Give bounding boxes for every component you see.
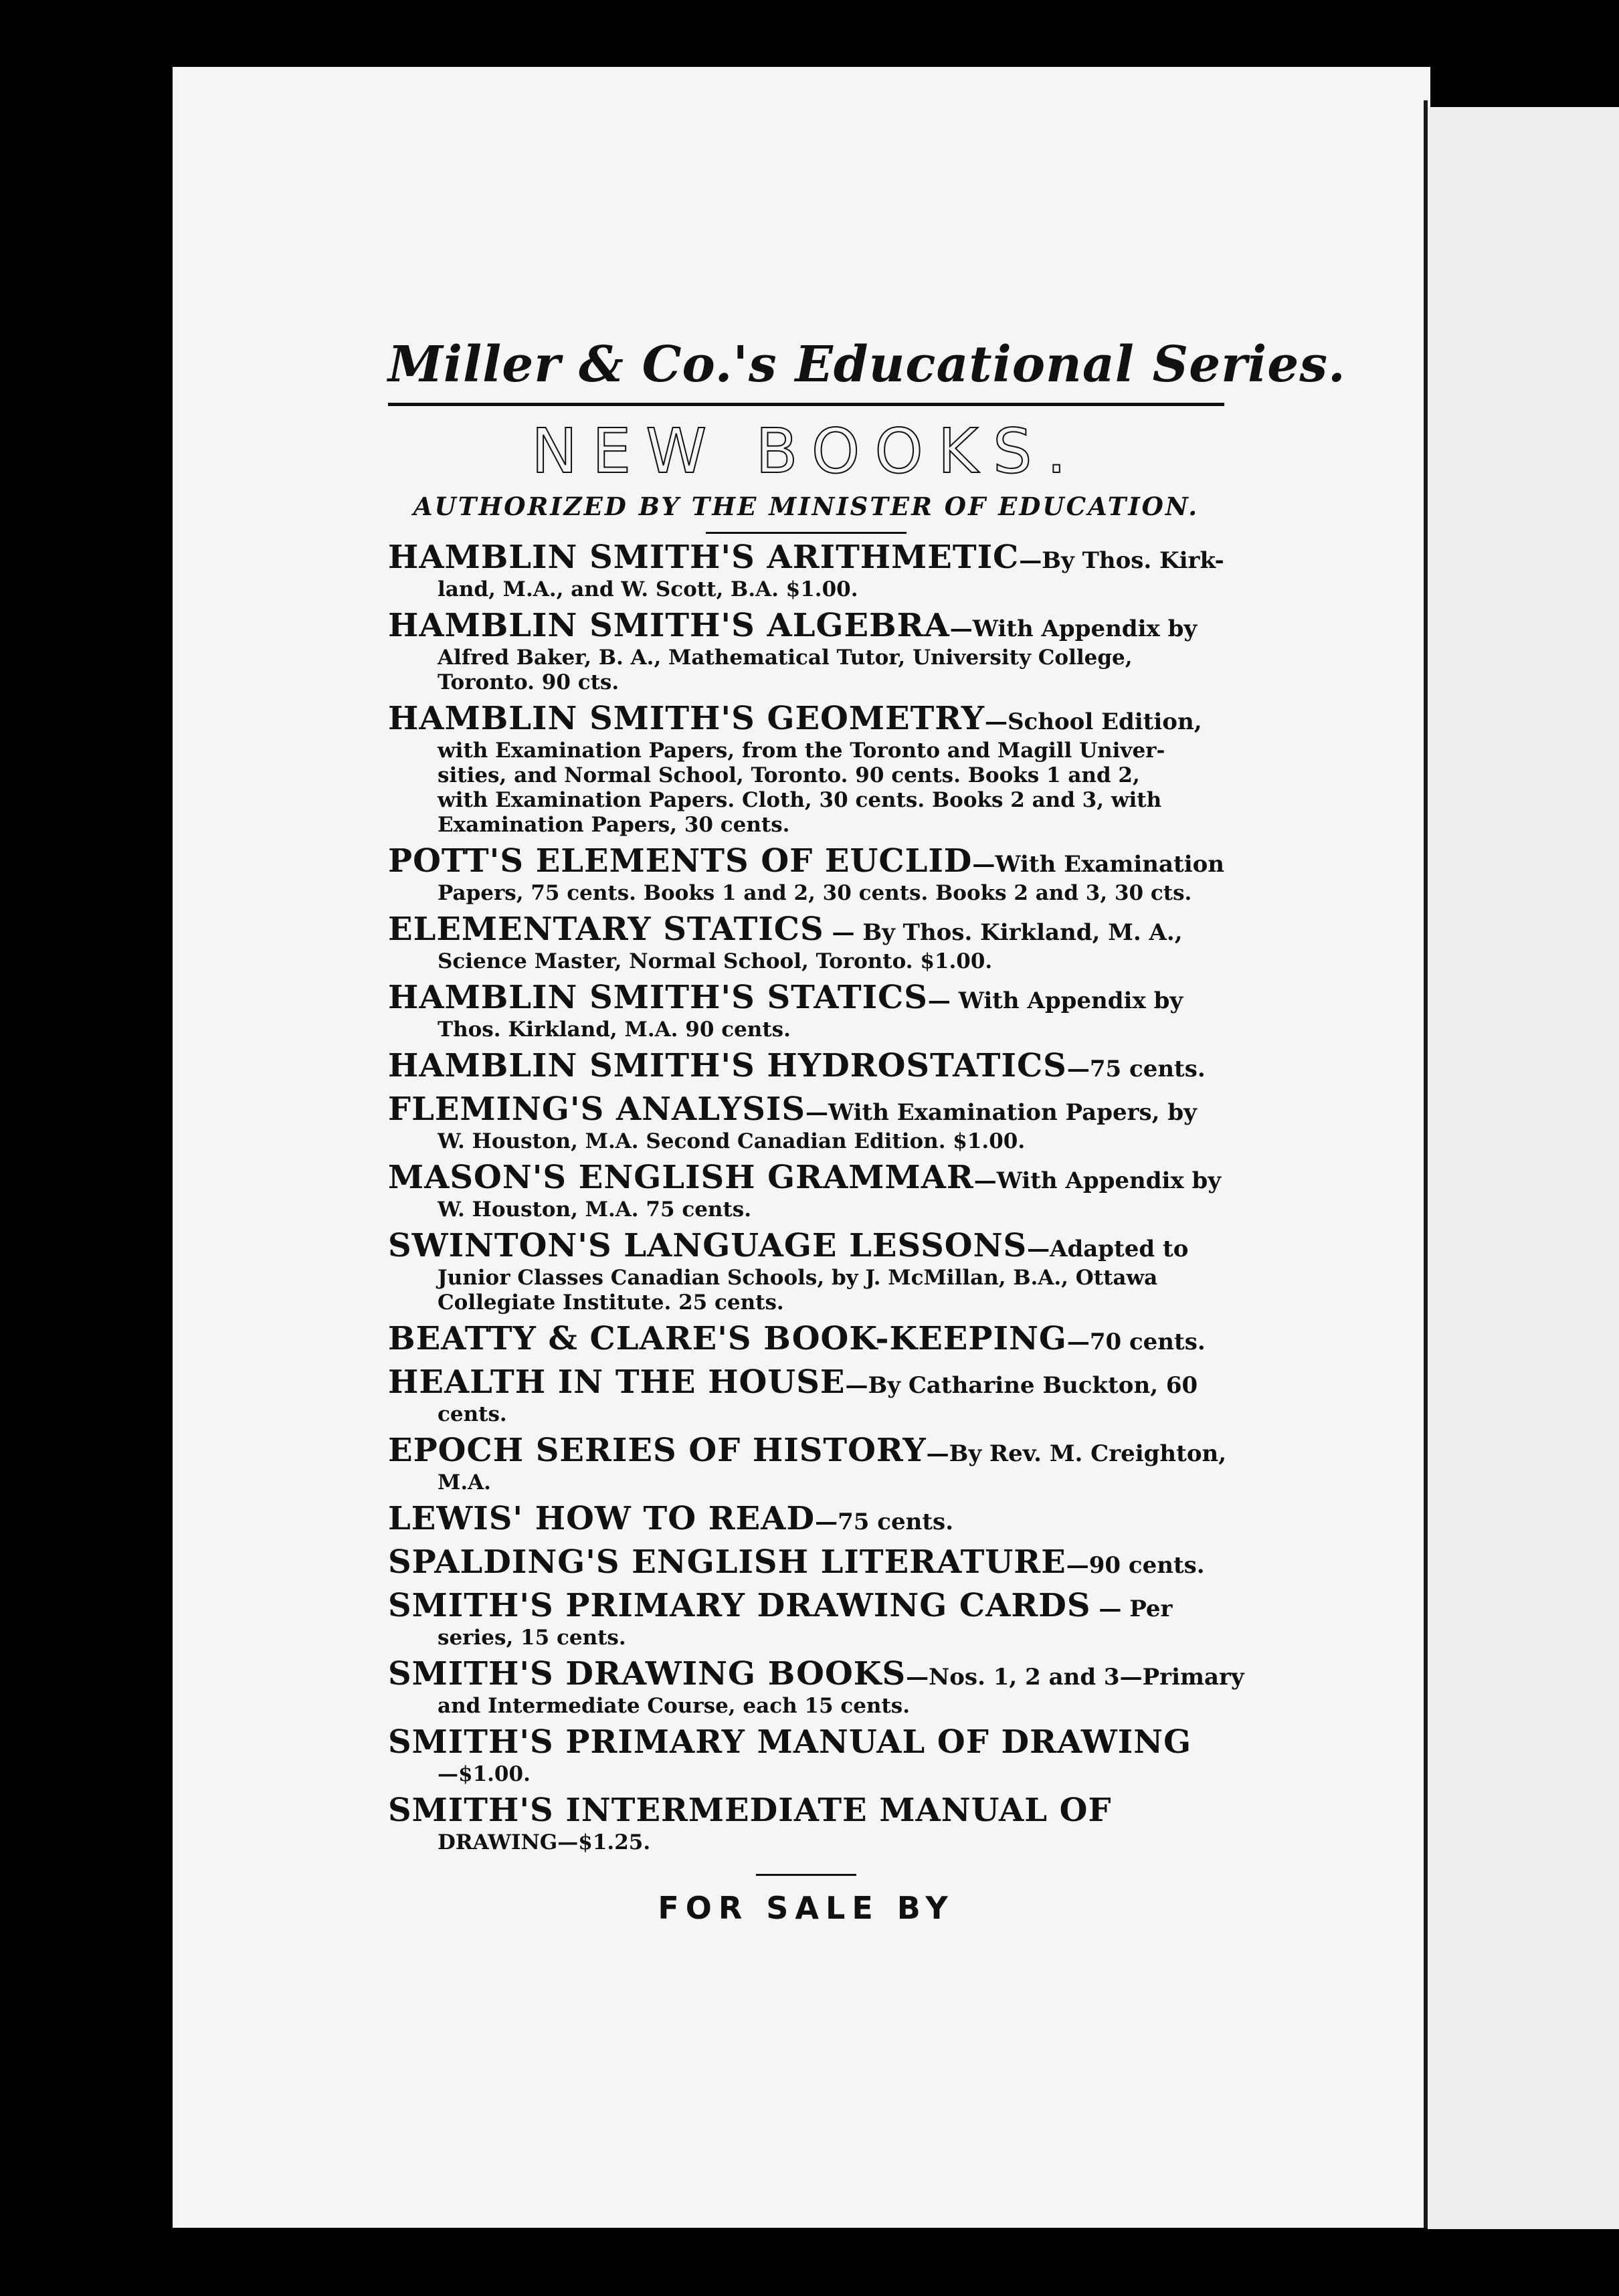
book-title: MASON'S ENGLISH GRAMMAR [388,1159,974,1196]
book-description-lead: —By Catharine Buckton, 60 [845,1372,1198,1399]
book-description-lead: —90 cents. [1066,1552,1205,1579]
book-entry-line [388,1794,1224,1830]
book-description-line: land, M.A., and W. Scott, B.A. $1.00. [438,577,858,601]
book-description-lead: —75 cents. [815,1509,954,1535]
book-description-line: with Examination Papers, from the Toronto and Magill Univer- [438,739,1165,763]
book-entry-line [388,1092,1224,1129]
footer-text: FOR SALE BY [658,1890,955,1926]
book-title: SMITH'S PRIMARY MANUAL OF DRAWING [388,1723,1192,1761]
book-entry-line [388,541,1224,577]
page-subheading: AUTHORIZED BY THE MINISTER OF EDUCATION. [413,492,1200,521]
book-description-lead: — With Appendix by [927,987,1183,1014]
book-entry [388,1322,1224,1359]
book-entry [388,1365,1224,1427]
book-title: FLEMING'S ANALYSIS [388,1090,806,1128]
book-description-line: Examination Papers, 30 cents. [438,813,790,837]
book-entry-line [388,1322,1224,1359]
book-title: SWINTON'S LANGUAGE LESSONS [388,1227,1028,1264]
book-description-lead: —Nos. 1, 2 and 3—Primary [906,1664,1244,1691]
book-description-line: cents. [438,1402,507,1426]
title-rule [388,403,1224,406]
book-title: HAMBLIN SMITH'S GEOMETRY [388,700,985,737]
book-entry [388,1432,1227,1495]
page-heading: NEW BOOKS. [531,415,1081,487]
book-entry [388,844,1224,906]
book-description-lead: —With Appendix by [949,615,1198,642]
book-title: SMITH'S PRIMARY DRAWING CARDS [388,1587,1091,1624]
book-entry [388,702,1224,838]
book-entry-line [388,1502,1224,1539]
book-description-line: DRAWING—$1.25. [438,1830,651,1854]
book-title: SPALDING'S ENGLISH LITERATURE [388,1543,1066,1581]
book-entry-line [388,1432,1227,1470]
book-description-lead: —By Rev. M. Creighton, [926,1440,1227,1467]
book-entry-line [388,1589,1224,1626]
book-entry-line [388,1049,1224,1086]
book-description-line: W. Houston, M.A. Second Canadian Edition. $1.00. [438,1129,1026,1153]
book-list [388,539,1244,1855]
book-entry-line [388,609,1224,646]
book-description-line: series, 15 cents. [438,1626,626,1650]
book-title: BEATTY & CLARE'S BOOK-KEEPING [388,1320,1067,1357]
book-description-lead: —70 cents. [1066,1329,1206,1355]
book-description-line: —$1.00. [438,1762,531,1786]
book-entry-line [388,981,1224,1018]
book-description-lead: —75 cents. [1066,1056,1206,1082]
book-title: LEWIS' HOW TO READ [388,1500,816,1537]
footer-rule [756,1874,856,1876]
book-description-lead: —With Examination Papers, by [805,1099,1197,1126]
book-description-line: M.A. [438,1470,491,1495]
book-description-lead: —By Thos. Kirk- [1019,547,1224,574]
book-entry [388,1545,1224,1582]
book-description-line: Alfred Baker, B. A., Mathematical Tutor, University College, [438,646,1133,670]
book-title: HEALTH IN THE HOUSE [388,1363,846,1401]
book-title: SMITH'S DRAWING BOOKS [388,1655,907,1693]
book-description-lead: —With Examination [972,851,1225,878]
book-entry-line [388,844,1224,881]
book-entry [388,609,1224,695]
book-entry [388,541,1224,602]
book-description-lead: — By Thos. Kirkland, M. A., [824,919,1183,946]
book-title: HAMBLIN SMITH'S HYDROSTATICS [388,1047,1067,1084]
book-entry [388,1794,1224,1855]
book-entry-line [388,702,1224,739]
book-description-line: Science Master, Normal School, Toronto. $1.00. [438,949,993,973]
book-title: EPOCH SERIES OF HISTORY [388,1432,927,1469]
book-description-line: Papers, 75 cents. Books 1 and 2, 30 cents. Books 2 and 3, 30 cts. [438,881,1192,905]
book-entry [388,913,1224,974]
facing-page-edge [1428,107,1619,2229]
book-title: ELEMENTARY STATICS [388,911,824,948]
book-description-line: Thos. Kirkland, M.A. 90 cents. [438,1018,791,1042]
book-description-line: Collegiate Institute. 25 cents. [438,1290,784,1315]
book-entry [388,1049,1224,1086]
book-entry-line [388,913,1224,949]
book-entry-line [388,1725,1224,1762]
book-description-line: Toronto. 90 cts. [438,670,620,694]
book-title: POTT'S ELEMENTS OF EUCLID [388,842,973,880]
advertisement [388,328,1346,1928]
book-description-lead: —School Edition, [984,708,1202,735]
book-title: SMITH'S INTERMEDIATE MANUAL OF [388,1792,1112,1829]
book-entry-line [388,1545,1224,1582]
book-title: HAMBLIN SMITH'S ARITHMETIC [388,539,1020,576]
book-entry [388,1092,1224,1154]
heading-rule [706,532,907,534]
book-entry [388,1655,1244,1719]
book-entry-line [388,1229,1224,1266]
book-entry [388,1161,1224,1222]
book-entry-line [388,1365,1224,1402]
book-title: HAMBLIN SMITH'S STATICS [388,979,928,1016]
book-description-lead: — Per [1090,1596,1173,1622]
book-entry [388,1502,1224,1539]
book-entry-line [388,1161,1224,1198]
book-entry [388,1589,1224,1650]
book-description-line: with Examination Papers. Cloth, 30 cents. Books 2 and 3, with [438,788,1162,812]
book-entry [388,1725,1224,1787]
book-description-line: Junior Classes Canadian Schools, by J. McMillan, B.A., Ottawa [438,1266,1158,1290]
book-description-line: sities, and Normal School, Toronto. 90 cents. Books 1 and 2, [438,763,1140,787]
book-description-lead: —With Appendix by [973,1167,1222,1194]
book-description-line: and Intermediate Course, each 15 cents. [438,1694,911,1718]
book-entry [388,1229,1224,1315]
book-description-lead: —Adapted to [1027,1236,1189,1262]
book-description-line: W. Houston, M.A. 75 cents. [438,1198,752,1222]
book-entry [388,981,1224,1042]
book-title: HAMBLIN SMITH'S ALGEBRA [388,607,950,644]
series-title: Miller & Co.'s Educational Series. [388,336,1346,393]
book-entry-line [388,1655,1244,1694]
